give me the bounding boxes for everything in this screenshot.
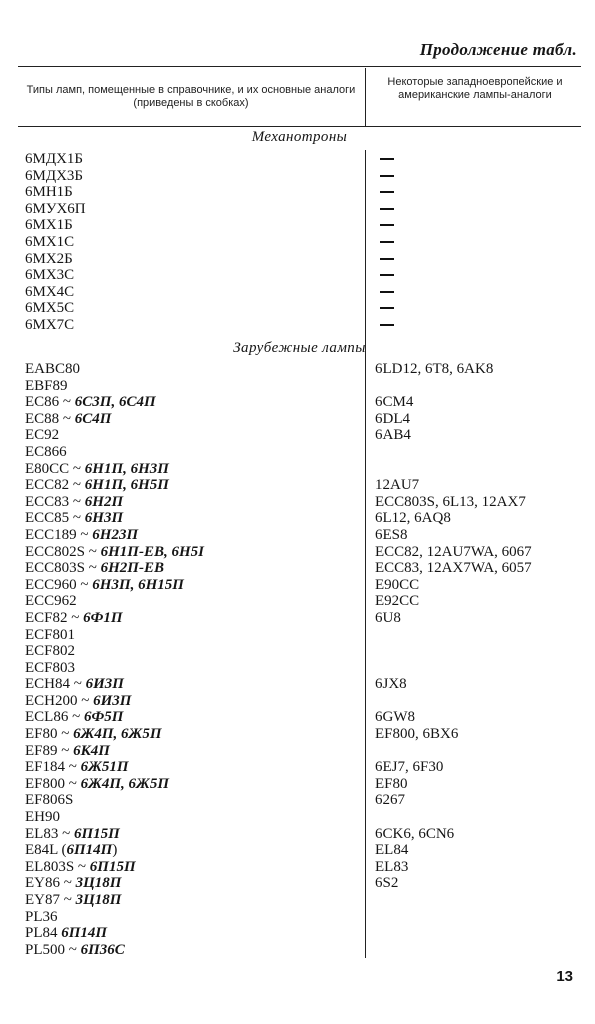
western-analog: 12AU7 <box>375 477 420 494</box>
tube-type-cell <box>25 317 74 334</box>
table-row <box>25 378 581 395</box>
tube-type: 6МХ2Б <box>25 250 73 267</box>
soviet-analog: 3Ц18П <box>75 875 122 892</box>
tube-type-cell <box>25 875 121 892</box>
soviet-analog: 6К4П <box>73 742 110 759</box>
tube-type: EH90 <box>25 809 60 826</box>
table-row <box>25 427 581 444</box>
tube-type-cell <box>25 676 124 693</box>
column-heading-right: Некоторые западноевропейские и американские лампы-аналоги <box>387 76 563 101</box>
soviet-analog: 6Ф1П <box>83 609 123 626</box>
tube-type-cell <box>25 743 110 760</box>
tube-type-cell <box>25 494 123 511</box>
table-row <box>25 394 581 411</box>
soviet-analog: 6Н2П <box>84 493 124 510</box>
soviet-analog: 6Ж4П, 6Ж5П <box>80 775 169 792</box>
western-analog: EL84 <box>375 842 409 859</box>
table-row <box>25 477 581 494</box>
table-row <box>25 842 581 859</box>
tube-type: ECC189 ~ <box>25 526 93 543</box>
table-row <box>25 267 581 284</box>
table-row <box>25 527 581 544</box>
tube-type-cell <box>25 267 74 284</box>
tube-type-cell <box>25 759 129 776</box>
table-row <box>25 593 581 610</box>
tube-type: ECH84 ~ <box>25 676 86 693</box>
tube-type-cell <box>25 593 77 610</box>
western-analog: 6AB4 <box>375 427 411 444</box>
table-row <box>25 494 581 511</box>
table-row <box>25 709 581 726</box>
western-analog: 6LD12, 6T8, 6AK8 <box>375 361 494 377</box>
soviet-analog: 6П36С <box>80 941 125 958</box>
table-row <box>25 759 581 776</box>
table-row <box>25 610 581 627</box>
no-analog-dash <box>380 191 394 193</box>
soviet-analog: 6Н1П, 6Н5П <box>84 477 169 494</box>
western-analog: 6S2 <box>375 875 399 892</box>
section-title-mechanotrons: Механотроны <box>251 129 348 145</box>
soviet-analog: 6Н23П <box>92 526 139 543</box>
tube-type: EF800 ~ <box>25 775 81 792</box>
tube-type: 6МДХ3Б <box>25 167 84 184</box>
tube-type-cell <box>25 411 111 428</box>
western-analog: E90CC <box>375 576 420 593</box>
tube-type: 6МДХ1Б <box>25 151 84 167</box>
table-row <box>25 544 581 561</box>
table-row <box>25 361 581 378</box>
table-row <box>25 726 581 743</box>
table-row <box>25 201 581 218</box>
tube-type: EF806S <box>25 792 74 809</box>
section-rows-mechanotrons <box>25 151 581 334</box>
table-row <box>25 776 581 793</box>
no-analog-dash <box>380 158 394 160</box>
tube-type: ECC802S ~ <box>25 543 101 560</box>
soviet-analog: 6П14П <box>61 925 108 942</box>
table-row <box>25 875 581 892</box>
table-row <box>25 627 581 644</box>
tube-type: E84L ( <box>25 842 67 859</box>
table-row <box>25 168 581 185</box>
soviet-analog: 6Ф5П <box>83 709 124 726</box>
table-row <box>25 809 581 826</box>
table-row <box>25 643 581 660</box>
tube-type: 6МН1Б <box>25 184 73 201</box>
table-row <box>25 317 581 334</box>
table-row <box>25 560 581 577</box>
tube-type: EC88 ~ <box>25 410 75 427</box>
tube-type: 6МХ1С <box>25 233 75 250</box>
tube-type-cell <box>25 726 162 743</box>
tube-type-cell <box>25 201 86 218</box>
soviet-analog: 6П15П <box>89 858 136 875</box>
no-analog-dash <box>380 324 394 326</box>
western-analog: 6U8 <box>375 609 401 626</box>
table-row <box>25 510 581 527</box>
column-heading-left: Типы ламп, помещенные в справочнике, и их основные аналоги (приведены в скобках) <box>26 84 356 109</box>
page-number: 13 <box>556 968 573 985</box>
tube-type-cell <box>25 444 67 461</box>
western-analog: 6267 <box>375 792 405 809</box>
tube-type-cell <box>25 660 75 677</box>
tube-type-cell <box>25 184 73 201</box>
tube-type: ECC960 ~ <box>25 576 93 593</box>
no-analog-dash <box>380 258 394 260</box>
tube-type: ECC82 ~ <box>25 477 85 494</box>
tube-type-cell <box>25 776 169 793</box>
tube-type: PL500 ~ <box>25 941 81 958</box>
no-analog-dash <box>380 274 394 276</box>
no-analog-dash <box>380 291 394 293</box>
tube-type-cell <box>25 251 73 268</box>
tube-type-cell <box>25 168 83 185</box>
no-analog-dash <box>380 307 394 309</box>
tube-type: 6МХ4С <box>25 283 75 300</box>
table-row <box>25 251 581 268</box>
tube-type-cell <box>25 461 169 478</box>
western-analog: EF800, 6BX6 <box>375 726 459 743</box>
tube-type: ECL86 ~ <box>25 709 84 726</box>
western-analog: 6JX8 <box>375 676 407 693</box>
tube-type: ECC962 <box>25 593 77 610</box>
tube-type-cell <box>25 826 120 843</box>
tube-type-cell <box>25 284 74 301</box>
western-analog: 6GW8 <box>375 709 415 726</box>
tube-type-cell <box>25 610 123 627</box>
tube-type: EL83 ~ <box>25 825 74 842</box>
western-analog: EL83 <box>375 858 409 875</box>
tube-type-cell <box>25 544 204 561</box>
tube-type-cell <box>25 378 68 395</box>
tube-type: ECC85 ~ <box>25 510 85 527</box>
tube-type-cell <box>25 792 73 809</box>
tube-type-cell <box>25 942 125 959</box>
tube-type: E80CC ~ <box>25 460 85 477</box>
tube-type-cell <box>25 693 131 710</box>
table-row <box>25 826 581 843</box>
tube-type: EY86 ~ <box>25 875 76 892</box>
tube-type: EF184 ~ <box>25 759 81 776</box>
table-row <box>25 743 581 760</box>
tube-type: 6МХ7С <box>25 316 75 333</box>
analog-bracket: ) <box>112 842 118 859</box>
section-rows-foreign-tubes <box>25 361 581 958</box>
tube-type-cell <box>25 151 83 168</box>
tube-type-cell <box>25 627 75 644</box>
table-row <box>25 676 581 693</box>
table-row <box>25 284 581 301</box>
no-analog-dash <box>380 175 394 177</box>
western-analog: E92CC <box>375 593 420 610</box>
tube-type: EC92 <box>25 427 60 444</box>
table-row <box>25 693 581 710</box>
western-analog: EF80 <box>375 775 408 792</box>
tube-type-cell <box>25 909 58 926</box>
tube-type: ECH200 ~ <box>25 692 94 709</box>
western-analog: ECC803S, 6L13, 12AX7 <box>375 493 526 510</box>
soviet-analog: 6Н3П <box>84 510 124 527</box>
tube-type-cell <box>25 234 74 251</box>
soviet-analog: 6П14П <box>66 842 113 859</box>
tube-type-cell <box>25 892 121 909</box>
tube-type-cell <box>25 577 184 594</box>
table-continuation-header: Продолжение табл. <box>419 40 577 59</box>
soviet-analog: 6Н1П-ЕВ, 6Н5І <box>100 543 204 560</box>
tube-type: ECF803 <box>25 659 76 676</box>
tube-type-cell <box>25 300 74 317</box>
soviet-analog: 6С3П, 6С4П <box>74 394 156 411</box>
table-row <box>25 892 581 909</box>
tube-type-cell <box>25 809 60 826</box>
tube-type: ECC83 ~ <box>25 493 85 510</box>
tube-type: PL36 <box>25 908 58 925</box>
table-row <box>25 859 581 876</box>
western-analog: ECC82, 12AU7WA, 6067 <box>375 543 532 560</box>
tube-type: ECC803S ~ <box>25 560 101 577</box>
western-analog: ECC83, 12AX7WA, 6057 <box>375 560 532 577</box>
table-row <box>25 942 581 959</box>
soviet-analog: 6Н3П, 6Н15П <box>92 576 184 593</box>
western-analog: 6L12, 6AQ8 <box>375 510 451 527</box>
no-analog-dash <box>380 241 394 243</box>
table-row <box>25 444 581 461</box>
tube-type-cell <box>25 859 136 876</box>
tube-type: 6МХ3С <box>25 267 75 284</box>
tube-type-cell <box>25 217 73 234</box>
tube-type: EF89 ~ <box>25 742 74 759</box>
tube-type: 6МХ1Б <box>25 217 73 234</box>
tube-type-cell <box>25 842 117 859</box>
tube-type: ECF82 ~ <box>25 609 84 626</box>
table-row <box>25 909 581 926</box>
tube-type: EC866 <box>25 443 67 460</box>
table-row <box>25 151 581 168</box>
soviet-analog: 6И3П <box>85 676 124 693</box>
tube-type-cell <box>25 427 59 444</box>
tube-type-cell <box>25 394 156 411</box>
western-analog: 6ES8 <box>375 526 408 543</box>
western-analog: 6CK6, 6CN6 <box>375 825 455 842</box>
tube-type: EF80 ~ <box>25 726 74 743</box>
tube-type: ECF802 <box>25 643 76 660</box>
table-row <box>25 217 581 234</box>
tube-type-cell <box>25 643 75 660</box>
table-row <box>25 300 581 317</box>
tube-type-cell <box>25 361 80 378</box>
western-analog: 6DL4 <box>375 410 410 427</box>
soviet-analog: 6Ж4П, 6Ж5П <box>73 726 162 743</box>
no-analog-dash <box>380 224 394 226</box>
soviet-analog: 6Н2П-ЕВ <box>100 560 164 577</box>
section-title-foreign-tubes: Зарубежные лампы <box>233 340 366 356</box>
table-row <box>25 577 581 594</box>
tube-type-cell <box>25 477 169 494</box>
tube-type: EC86 ~ <box>25 394 75 411</box>
table-row <box>25 660 581 677</box>
western-analog: 6CM4 <box>375 394 414 411</box>
tube-type: 6МУХ6П <box>25 200 86 217</box>
table-row <box>25 461 581 478</box>
tube-type: ECF801 <box>25 626 76 643</box>
tube-type: EY87 ~ <box>25 892 76 908</box>
soviet-analog: 6И3П <box>93 692 132 709</box>
tube-type-cell <box>25 510 123 527</box>
soviet-analog: 6П15П <box>73 825 120 842</box>
header-column-divider <box>365 68 366 126</box>
table-row <box>25 411 581 428</box>
table-header-rule <box>18 126 581 127</box>
tube-type: EL803S ~ <box>25 858 90 875</box>
table-row <box>25 184 581 201</box>
soviet-analog: 6С4П <box>74 410 112 427</box>
no-analog-dash <box>380 208 394 210</box>
soviet-analog: 6Н1П, 6Н3П <box>84 460 169 477</box>
tube-type-cell <box>25 925 107 942</box>
tube-type: PL84 <box>25 925 62 942</box>
table-row <box>25 792 581 809</box>
soviet-analog: 6Ж51П <box>80 759 129 776</box>
table-top-rule <box>18 66 581 67</box>
tube-type: EBF89 <box>25 377 68 394</box>
tube-type-cell <box>25 560 164 577</box>
tube-type: EABC80 <box>25 361 81 377</box>
soviet-analog: 3Ц18П <box>75 892 122 908</box>
tube-type-cell <box>25 527 138 544</box>
tube-type: 6МХ5С <box>25 300 75 317</box>
table-row <box>25 925 581 942</box>
tube-type-cell <box>25 709 123 726</box>
western-analog: 6EJ7, 6F30 <box>375 759 444 776</box>
table-row <box>25 234 581 251</box>
